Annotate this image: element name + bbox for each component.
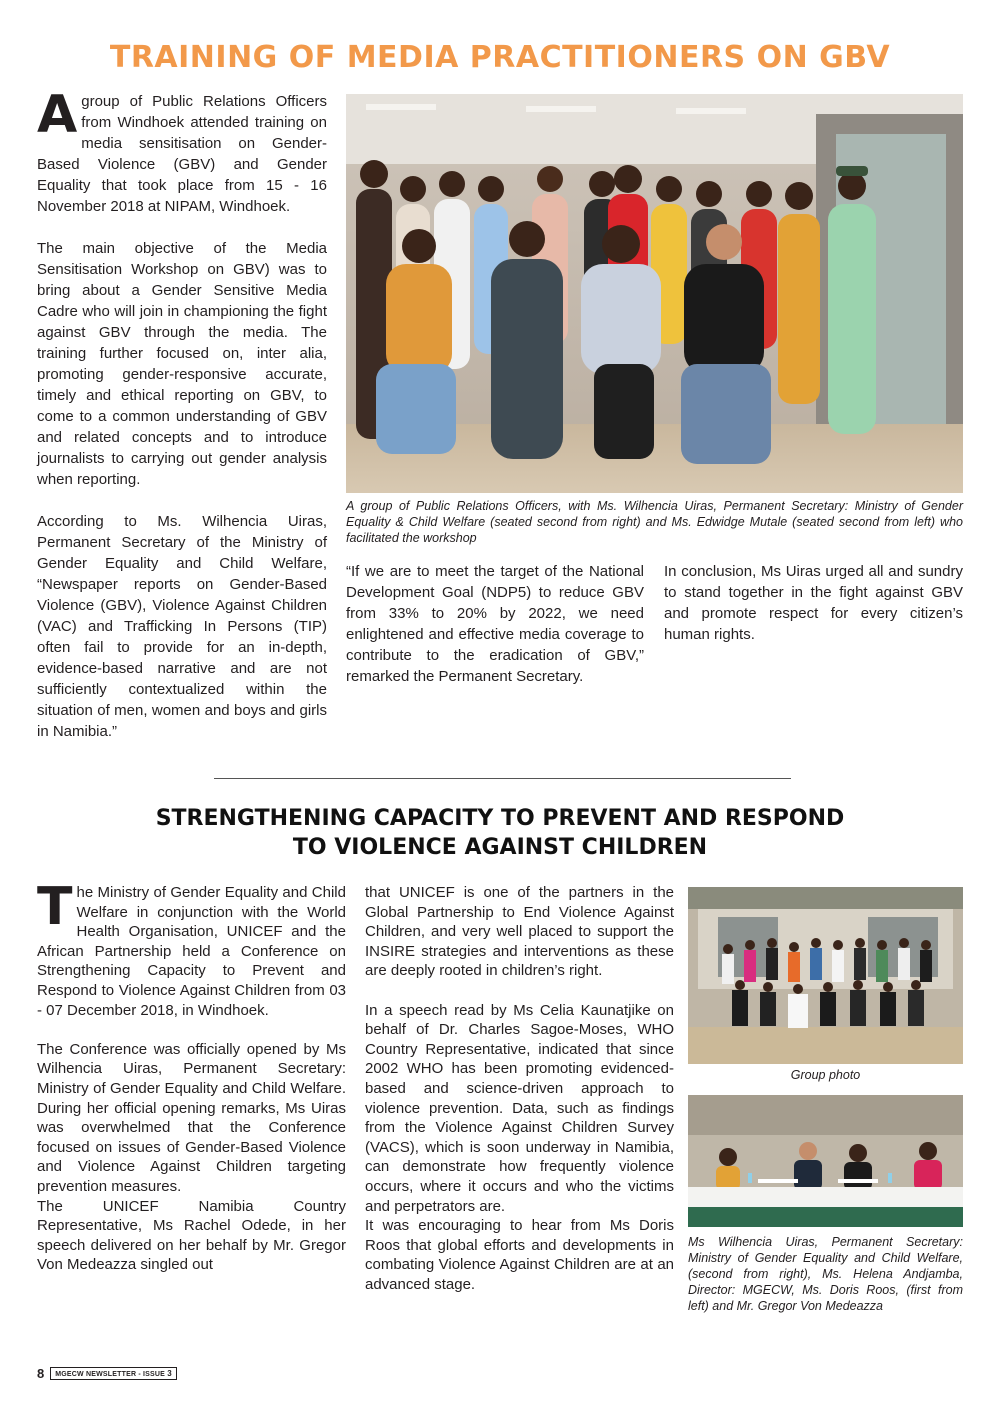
article2-left-column — [37, 877, 346, 1275]
article2-paragraph: The UNICEF Namibia Country Representative, Ms Rachel Odede, in her speech delivered on her behalf by Mr. Gregor Von Medeazza singled out — [37, 1197, 346, 1274]
photo-caption: Group photo — [790, 1068, 861, 1082]
drop-cap: T — [37, 877, 73, 937]
article2-paragraph: The Conference was officially opened by Ms Wilhencia Uiras, Permanent Secretary: Ministry of Gender Equality and Child Welfare. During her official opening remarks, Ms Uiras was overwhelmed that the Conference focused on issues of Gender-Based Violence and Violence Against Children targeting prevention measures. — [37, 1040, 346, 1195]
article1-intro-paragraph: Agroup of Public Relations Officers from Windhoek attended training on media sensitisation on Gender-Based Violence (GBV) and Gender Equality that took place from 15 - 16 November 2018 at NIPAM, Windhoek. — [37, 85, 327, 215]
photo-illustration — [688, 1095, 963, 1227]
article1-paragraph: According to Ms. Wilhencia Uiras, Permanent Secretary of the Ministry of Gender Equality and Child Welfare, “Newspaper reports on Gender-Based Violence (GBV), Violence Against Children (VAC) and Trafficking In Persons (TIP) often fail to provide for an in-depth, evidence-based narrative and are not sufficiently contextualized within the situation of men, women and boys and girls in Namibia.” — [37, 513, 327, 740]
article2-paragraph: that UNICEF is one of the partners in the Global Partnership to End Violence Against Children, and very well placed to support the INSIRE strategies and interventions as these are deeply rooted in children’s right. — [365, 884, 674, 980]
group-photo-pr-officers — [346, 94, 963, 493]
article2-paragraph: It was encouraging to hear from Ms Doris Roos that global efforts and developments in combating Violence Against Children are at an advanced stage. — [365, 1217, 674, 1293]
newsletter-name: MGECW NEWSLETTER - ISSUE — [55, 1370, 166, 1378]
article2-title-line: STRENGTHENING CAPACITY TO PREVENT AND RESPOND — [155, 806, 845, 831]
article1-middle-column — [346, 561, 644, 687]
photo-caption: Ms Wilhencia Uiras, Permanent Secretary: Ministry of Gender Equality and Child Welfare, (second from right), Ms. Helena Andjamba, Director: MGECW, Ms. Doris Roos, (first from left) and Mr. Gregor Von Medeazza — [688, 1235, 963, 1313]
drop-cap: A — [37, 85, 78, 145]
article1-conclusion-paragraph: In conclusion, Ms Uiras urged all and sundry to stand together in the fight against GBV and promote respect for every citizen’s human rights. — [664, 563, 963, 643]
section-divider — [214, 778, 791, 779]
article1-quote-paragraph: “If we are to meet the target of the National Development Goal (NDP5) to reduce GBV from 33% to 20% by 2022, we need enlightened and effective media coverage to contribute to the eradication of GBV,” remarked the Permanent Secretary. — [346, 563, 644, 685]
article2-middle-column — [365, 883, 674, 1294]
photo-caption: A group of Public Relations Officers, with Ms. Wilhencia Uiras, Permanent Secretary: Ministry of Gender Equality & Child Welfare (seated second from right) and Ms. Edwidge Mutale (seated second from left) who facilitated the workshop — [346, 499, 963, 545]
article1-right-column — [664, 561, 963, 645]
article1-left-column — [37, 85, 327, 742]
article1-paragraph: The main objective of the Media Sensitisation Workshop on GBV) was to bring about a Gender Sensitive Media Cadre who will join in championing the fight against GBV through the media. The training further focused on, inter alia, promoting gender-responsive accurate, timely and ethical reporting on GBV, to come to a common understanding of GBV and related concepts and to introduce journalists to carrying out gender analysis when reporting. — [37, 240, 327, 488]
article-title: TRAINING OF MEDIA PRACTITIONERS ON GBV — [109, 40, 891, 75]
issue-number: 3 — [167, 1368, 172, 1378]
conference-group-photo — [688, 887, 963, 1064]
article2-paragraph: In a speech read by Ms Celia Kaunatjike on behalf of Dr. Charles Sagoe-Moses, WHO Country Representative, indicated that since 2002 WHO has been promoting evidenced-based and science-driven approach to violence prevention. Data, such as findings from the Violence Against Children Survey (VACS), which is soon underway in Namibia, can demonstrate how frequently violence occurs, where it occurs and who the victims and perpetrators are. — [365, 1001, 674, 1215]
newsletter-label — [50, 1367, 177, 1380]
photo-illustration — [688, 887, 963, 1064]
head-table-photo — [688, 1095, 963, 1227]
page-number: 8 — [37, 1365, 45, 1381]
article2-intro-paragraph: The Ministry of Gender Equality and Child Welfare in conjunction with the World Health Organisation, UNICEF and the African Partnership held a Conference on Strengthening Capacity to Prevent and Respond to Violence Against Children from 03 - 07 December 2018, in Windhoek. — [37, 877, 346, 1019]
article2-title-line: TO VIOLENCE AGAINST CHILDREN — [292, 835, 708, 860]
footer — [37, 1366, 177, 1380]
article2-title — [0, 804, 1000, 862]
photo-illustration — [346, 94, 963, 493]
